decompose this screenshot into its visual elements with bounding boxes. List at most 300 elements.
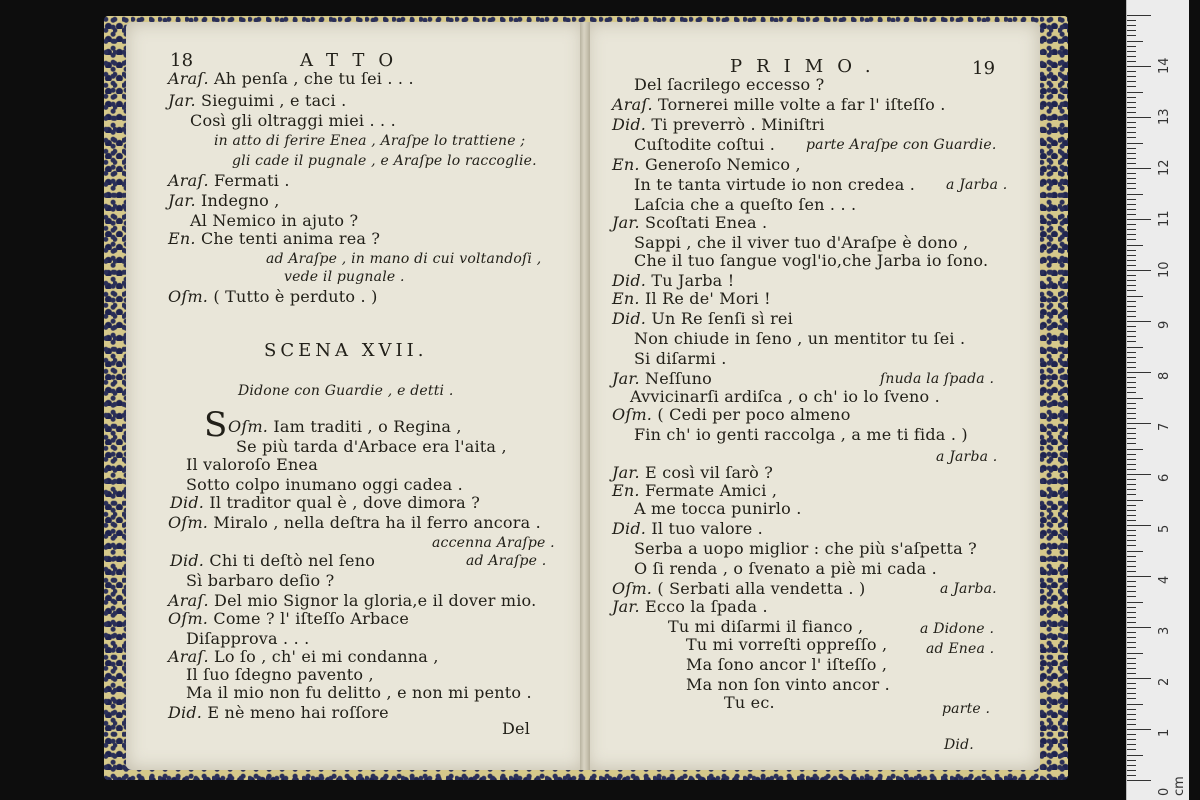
- ruler-tick: [1127, 704, 1143, 705]
- ruler-tick: [1127, 449, 1143, 450]
- text-line: [232, 152, 537, 170]
- speaker-label: Did.: [612, 115, 647, 134]
- text-line: [168, 172, 290, 190]
- ruler-tick: [1127, 219, 1151, 220]
- line-text: Del mio Signor la gloria,e il dover mio.: [214, 591, 537, 610]
- text-line: [806, 136, 997, 154]
- ruler-tick: [1127, 71, 1136, 72]
- ruler-tick: [1127, 97, 1136, 98]
- speaker-label: Araſ.: [168, 171, 209, 190]
- ruler-tick: [1127, 127, 1136, 128]
- text-line: [634, 330, 965, 348]
- ruler-tick: [1127, 352, 1136, 353]
- ruler-tick: [1127, 459, 1136, 460]
- line-text: Indegno ,: [201, 191, 280, 210]
- ruler-tick: [1127, 15, 1151, 16]
- text-line: [686, 636, 887, 654]
- ruler-tick: [1127, 515, 1136, 516]
- ruler-tick: [1127, 321, 1151, 322]
- line-text: Tornerei mille volte a far l' iſteſſo .: [658, 95, 946, 114]
- ruler-tick: [1127, 102, 1136, 103]
- ruler-tick: [1127, 724, 1136, 725]
- ruler-tick: [1127, 158, 1136, 159]
- text-line: [432, 534, 555, 552]
- text-line: [612, 272, 734, 290]
- ruler-tick: [1127, 647, 1136, 648]
- ruler-tick: [1127, 229, 1136, 230]
- speaker-label: En.: [612, 481, 640, 500]
- ruler-unit-label: 0 cm: [1157, 776, 1187, 796]
- text-line: [612, 116, 825, 134]
- text-line: [186, 476, 463, 494]
- line-text: ad Araſpe , in mano di cui voltandoſi ,: [266, 251, 542, 267]
- text-line: [612, 580, 865, 598]
- speaker-label: Jar.: [168, 191, 196, 210]
- ruler-tick: [1127, 92, 1143, 93]
- speaker-label: Oſm.: [228, 417, 269, 436]
- page-number: 18: [170, 50, 194, 71]
- line-text: Il valoroſo Enea: [186, 455, 318, 474]
- ruler-tick: [1127, 209, 1136, 210]
- ruler-tick: [1127, 25, 1136, 26]
- text-line: [946, 176, 1007, 194]
- ruler-tick: [1127, 744, 1136, 745]
- ruler-tick: [1127, 663, 1136, 664]
- ruler-number: 7: [1157, 422, 1172, 431]
- line-text: Così gli oltraggi miei . . .: [190, 111, 396, 130]
- line-text: Tu ec.: [724, 693, 775, 712]
- ruler-tick: [1127, 535, 1136, 536]
- line-text: ( Cedi per poco almeno: [657, 405, 851, 424]
- ruler-tick: [1127, 341, 1136, 342]
- ruler-tick: [1127, 326, 1136, 327]
- ruler-tick: [1127, 61, 1136, 62]
- page-number: 19: [972, 58, 996, 79]
- text-line: [168, 610, 409, 628]
- text-line: [612, 520, 763, 538]
- text-line: [168, 288, 378, 306]
- ruler-number: 9: [1157, 320, 1172, 329]
- text-line: [612, 156, 801, 174]
- line-text: Che tenti anima rea ?: [200, 229, 381, 248]
- ruler-tick: [1127, 153, 1136, 154]
- ruler-tick: [1127, 632, 1136, 633]
- ruler-tick: [1127, 602, 1143, 603]
- text-line: [634, 426, 968, 444]
- ruler-tick: [1127, 372, 1151, 373]
- ruler-tick: [1127, 622, 1136, 623]
- text-line: [634, 540, 977, 558]
- text-line: [686, 656, 887, 674]
- line-text: vede il pugnale .: [284, 269, 405, 285]
- speaker-label: En.: [612, 289, 640, 308]
- ruler-tick: [1127, 214, 1136, 215]
- ruler-tick: [1127, 760, 1136, 761]
- ruler-number: 8: [1157, 371, 1172, 380]
- ruler-tick: [1127, 637, 1136, 638]
- line-text: Ma ſono ancor l' iſteſſo ,: [686, 655, 888, 674]
- speaker-label: Oſm.: [612, 579, 653, 598]
- line-text: Si diſarmi .: [634, 349, 727, 368]
- ruler-tick: [1127, 479, 1136, 480]
- line-text: Avvicinarſi ardiſca , o ch' io lo ſveno .: [630, 387, 940, 406]
- line-text: Ah penſa , che tu ſei . . .: [214, 69, 414, 88]
- ruler-tick: [1127, 245, 1143, 246]
- speaker-label: Jar.: [612, 597, 640, 616]
- speaker-label: Oſm.: [612, 405, 653, 424]
- ruler-tick: [1127, 20, 1136, 21]
- text-line: [186, 666, 374, 684]
- speaker-label: Did.: [170, 551, 205, 570]
- line-text: Tu Jarba !: [651, 271, 735, 290]
- line-text: Il traditor qual è , dove dimora ?: [209, 493, 480, 512]
- text-line: [942, 700, 990, 718]
- ruler-tick: [1127, 387, 1136, 388]
- speaker-label: Jar.: [612, 213, 640, 232]
- text-line: [668, 618, 863, 636]
- line-text: Un Re ſenſi sì rei: [651, 309, 793, 328]
- ruler-tick: [1127, 540, 1136, 541]
- ruler-tick: [1127, 117, 1151, 118]
- line-text: Neſſuno: [645, 369, 712, 388]
- ruler-tick: [1127, 469, 1136, 470]
- ruler-tick: [1127, 709, 1136, 710]
- text-line: [168, 648, 439, 666]
- line-text: ( Tutto è perduto . ): [213, 287, 378, 306]
- ruler-tick: [1127, 148, 1136, 149]
- text-line: [936, 448, 997, 466]
- text-line: [634, 252, 988, 270]
- ruler-number: 1: [1157, 728, 1172, 737]
- text-line: [634, 136, 775, 154]
- line-text: in atto di ferire Enea , Araſpe lo trattiene ;: [214, 133, 526, 149]
- line-text: In te tanta virtude io non credea .: [634, 175, 916, 194]
- ruler-tick: [1127, 270, 1151, 271]
- ruler-tick: [1127, 525, 1151, 526]
- ruler-tick: [1127, 551, 1143, 552]
- text-line: [168, 514, 541, 532]
- ruler-tick: [1127, 199, 1136, 200]
- speaker-label: Oſm.: [168, 609, 209, 628]
- line-text: Del ſacrilego eccesso ?: [634, 75, 825, 94]
- line-text: Sì barbaro deſio ?: [186, 571, 335, 590]
- line-text: Sotto colpo inumano oggi cadea .: [186, 475, 463, 494]
- ruler-tick: [1127, 178, 1136, 179]
- line-text: Diſapprova . . .: [186, 629, 310, 648]
- line-text: E nè meno hai roſſore: [207, 703, 389, 722]
- ruler-tick: [1127, 188, 1136, 189]
- ruler-tick: [1127, 306, 1136, 307]
- ruler-tick: [1127, 464, 1136, 465]
- text-line: [168, 704, 389, 722]
- line-text: ( Serbati alla vendetta . ): [657, 579, 866, 598]
- speaker-label: Araſ.: [168, 69, 209, 88]
- speaker-label: En.: [168, 229, 196, 248]
- text-line: [168, 592, 536, 610]
- text-line: [186, 572, 334, 590]
- line-text: Ecco la ſpada .: [645, 597, 768, 616]
- catchword: Del: [502, 719, 531, 738]
- speaker-label: Did.: [612, 271, 647, 290]
- line-text: Cuſtodite coſtui .: [634, 135, 776, 154]
- ruler-tick: [1127, 362, 1136, 363]
- line-text: ad Enea .: [926, 641, 995, 657]
- speaker-label: Araſ.: [168, 591, 209, 610]
- ruler-tick: [1127, 433, 1136, 434]
- ruler-tick: [1127, 81, 1136, 82]
- ruler-tick: [1127, 76, 1136, 77]
- text-line: [186, 684, 532, 702]
- text-line: [630, 388, 940, 406]
- line-text: Generoſo Nemico ,: [644, 155, 801, 174]
- ruler-tick: [1127, 234, 1136, 235]
- ruler-tick: [1127, 194, 1143, 195]
- line-text: Al Nemico in ajuto ?: [190, 211, 359, 230]
- ruler-tick: [1127, 561, 1136, 562]
- catchword: Did.: [944, 737, 974, 753]
- ruler-tick: [1127, 668, 1136, 669]
- speaker-label: En.: [612, 155, 640, 174]
- line-text: Non chiude in ſeno , un mentitor tu ſei .: [634, 329, 966, 348]
- text-line: [920, 620, 994, 638]
- text-line: [284, 268, 405, 286]
- speaker-label: Did.: [168, 703, 203, 722]
- drop-cap: S: [204, 405, 228, 445]
- line-text: Tu mi diſarmi il fianco ,: [668, 617, 864, 636]
- ruler-tick: [1127, 239, 1136, 240]
- line-text: parte .: [942, 701, 991, 717]
- ruler-tick: [1127, 484, 1136, 485]
- ruler-tick: [1127, 168, 1151, 169]
- text-line: [170, 494, 480, 512]
- text-line: [170, 552, 375, 570]
- speaker-label: Did.: [170, 493, 205, 512]
- text-line: [612, 214, 767, 232]
- ruler-tick: [1127, 658, 1136, 659]
- ruler-tick: [1127, 729, 1151, 730]
- line-text: Che il tuo ſangue vogl'io,che Jarba io ſono.: [634, 251, 989, 270]
- text-line: [612, 406, 851, 424]
- ruler-tick: [1127, 163, 1136, 164]
- ruler-number: 4: [1157, 575, 1172, 584]
- line-text: SCENA XVII.: [264, 340, 428, 361]
- ruler-tick: [1127, 173, 1136, 174]
- ruler-tick: [1127, 413, 1136, 414]
- ruler-tick: [1127, 596, 1136, 597]
- ruler-tick: [1127, 408, 1136, 409]
- line-text: A me tocca punirlo .: [634, 499, 802, 518]
- ruler-tick: [1127, 367, 1136, 368]
- speaker-label: Araſ.: [612, 95, 653, 114]
- ruler-number: 13: [1157, 108, 1172, 125]
- ruler-number: 11: [1157, 210, 1172, 227]
- text-line: [612, 464, 773, 482]
- text-line: [634, 500, 802, 518]
- ruler-tick: [1127, 46, 1136, 47]
- line-text: Scoſtati Enea .: [645, 213, 768, 232]
- line-text: Sieguimi , e taci .: [201, 91, 347, 110]
- ruler-tick: [1127, 438, 1136, 439]
- ruler-tick: [1127, 285, 1136, 286]
- text-line: [214, 132, 525, 150]
- measurement-ruler: [1126, 0, 1189, 800]
- ruler-tick: [1127, 428, 1136, 429]
- line-text: Fermate Amici ,: [644, 481, 778, 500]
- line-text: Se più tarda d'Arbace era l'aita ,: [236, 437, 507, 456]
- ruler-number: 10: [1157, 261, 1172, 278]
- line-text: ad Araſpe .: [466, 553, 547, 569]
- ruler-tick: [1127, 734, 1136, 735]
- line-text: Ti preverrò . Miniſtri: [651, 115, 825, 134]
- speaker-label: Oſm.: [168, 287, 209, 306]
- ruler-tick: [1127, 275, 1136, 276]
- ruler-tick: [1127, 510, 1136, 511]
- line-text: Il Re de' Mori !: [644, 289, 771, 308]
- running-head: PRIMO.: [730, 56, 885, 77]
- text-line: [168, 92, 346, 110]
- text-line: [228, 418, 462, 436]
- ruler-tick: [1127, 255, 1136, 256]
- ruler-tick: [1127, 520, 1136, 521]
- ruler-tick: [1127, 739, 1136, 740]
- ruler-tick: [1127, 765, 1136, 766]
- line-text: Serba a uopo miglior : che più s'aſpetta ?: [634, 539, 977, 558]
- ruler-number: 2: [1157, 677, 1172, 686]
- text-line: [634, 76, 824, 94]
- line-text: Miralo , nella deſtra ha il ferro ancora .: [213, 513, 541, 532]
- ruler-tick: [1127, 454, 1136, 455]
- text-line: [634, 560, 937, 578]
- line-text: Ma non ſon vinto ancor .: [686, 675, 890, 694]
- ruler-tick: [1127, 336, 1136, 337]
- ruler-number: 12: [1157, 159, 1172, 176]
- text-line: [238, 382, 454, 400]
- ruler-tick: [1127, 678, 1151, 679]
- text-line: [612, 96, 946, 114]
- text-line: [190, 112, 396, 130]
- line-text: a Jarba .: [936, 449, 998, 465]
- line-text: Didone con Guardie , e detti .: [238, 383, 454, 399]
- line-text: Ma il mio non fu delitto , e non mi pento .: [186, 683, 532, 702]
- text-line: [186, 630, 309, 648]
- text-line: [466, 552, 546, 570]
- ruler-tick: [1127, 607, 1136, 608]
- ruler-tick: [1127, 780, 1151, 781]
- text-line: [634, 176, 915, 194]
- text-line: [612, 310, 793, 328]
- ruler-tick: [1127, 500, 1143, 501]
- ruler-tick: [1127, 418, 1136, 419]
- line-text: Tu mi vorreſti oppreſſo ,: [686, 635, 888, 654]
- text-line: [724, 694, 775, 712]
- line-text: Come ? l' iſteſſo Arbace: [213, 609, 409, 628]
- ruler-number: 5: [1157, 524, 1172, 533]
- ruler-tick: [1127, 296, 1143, 297]
- ruler-tick: [1127, 331, 1136, 332]
- ruler-tick: [1127, 316, 1136, 317]
- ruler-tick: [1127, 224, 1136, 225]
- speaker-label: Jar.: [612, 369, 640, 388]
- ruler-tick: [1127, 749, 1136, 750]
- ruler-tick: [1127, 576, 1151, 577]
- text-line: [634, 350, 727, 368]
- line-text: Sappi , che il viver tuo d'Araſpe è dono ,: [634, 233, 969, 252]
- ruler-tick: [1127, 41, 1143, 42]
- ruler-tick: [1127, 30, 1136, 31]
- ruler-tick: [1127, 693, 1136, 694]
- ruler-tick: [1127, 204, 1136, 205]
- ruler-tick: [1127, 571, 1136, 572]
- ruler-tick: [1127, 443, 1136, 444]
- ruler-tick: [1127, 586, 1136, 587]
- ruler-tick: [1127, 683, 1136, 684]
- ruler-tick: [1127, 719, 1136, 720]
- line-text: a Didone .: [920, 621, 995, 637]
- running-head: ATTO: [300, 50, 408, 71]
- line-text: Il ſuo ſdegno pavento ,: [186, 665, 374, 684]
- ruler-tick: [1127, 260, 1136, 261]
- ruler-tick: [1127, 698, 1136, 699]
- ruler-tick: [1127, 775, 1136, 776]
- ruler-tick: [1127, 122, 1136, 123]
- line-text: ſnuda la ſpada .: [880, 371, 995, 387]
- speaker-label: Araſ.: [168, 647, 209, 666]
- ruler-tick: [1127, 505, 1136, 506]
- text-line: [926, 640, 994, 658]
- ruler-tick: [1127, 357, 1136, 358]
- line-text: Il tuo valore .: [651, 519, 763, 538]
- ruler-tick: [1127, 311, 1136, 312]
- ruler-tick: [1127, 653, 1143, 654]
- ruler-tick: [1127, 494, 1136, 495]
- text-line: [612, 598, 768, 616]
- line-text: E così vil ſarò ?: [645, 463, 773, 482]
- ruler-tick: [1127, 112, 1136, 113]
- ruler-tick: [1127, 423, 1151, 424]
- ruler-tick: [1127, 755, 1143, 756]
- speaker-label: Jar.: [168, 91, 196, 110]
- ruler-tick: [1127, 280, 1136, 281]
- ruler-tick: [1127, 714, 1136, 715]
- ruler-tick: [1127, 392, 1136, 393]
- text-line: [940, 580, 997, 598]
- ruler-tick: [1127, 556, 1136, 557]
- ruler-tick: [1127, 688, 1136, 689]
- ruler-tick: [1127, 143, 1143, 144]
- ruler-tick: [1127, 581, 1136, 582]
- line-text: Lo ſo , ch' ei mi condanna ,: [214, 647, 439, 666]
- ruler-number: 3: [1157, 626, 1172, 635]
- ruler-tick: [1127, 545, 1136, 546]
- ruler-tick: [1127, 301, 1136, 302]
- line-text: parte Araſpe con Guardie.: [806, 137, 997, 153]
- text-line: [168, 230, 380, 248]
- ruler-tick: [1127, 591, 1136, 592]
- ruler-tick: [1127, 627, 1151, 628]
- ruler-tick: [1127, 137, 1136, 138]
- ruler-tick: [1127, 673, 1136, 674]
- line-text: accenna Araſpe .: [432, 535, 555, 551]
- text-line: [880, 370, 994, 388]
- ruler-tick: [1127, 66, 1151, 67]
- ruler-tick: [1127, 530, 1136, 531]
- text-line: [264, 342, 427, 360]
- ruler-tick: [1127, 132, 1136, 133]
- ruler-tick: [1127, 382, 1136, 383]
- speaker-label: Did.: [612, 519, 647, 538]
- ruler-tick: [1127, 51, 1136, 52]
- ruler-tick: [1127, 398, 1143, 399]
